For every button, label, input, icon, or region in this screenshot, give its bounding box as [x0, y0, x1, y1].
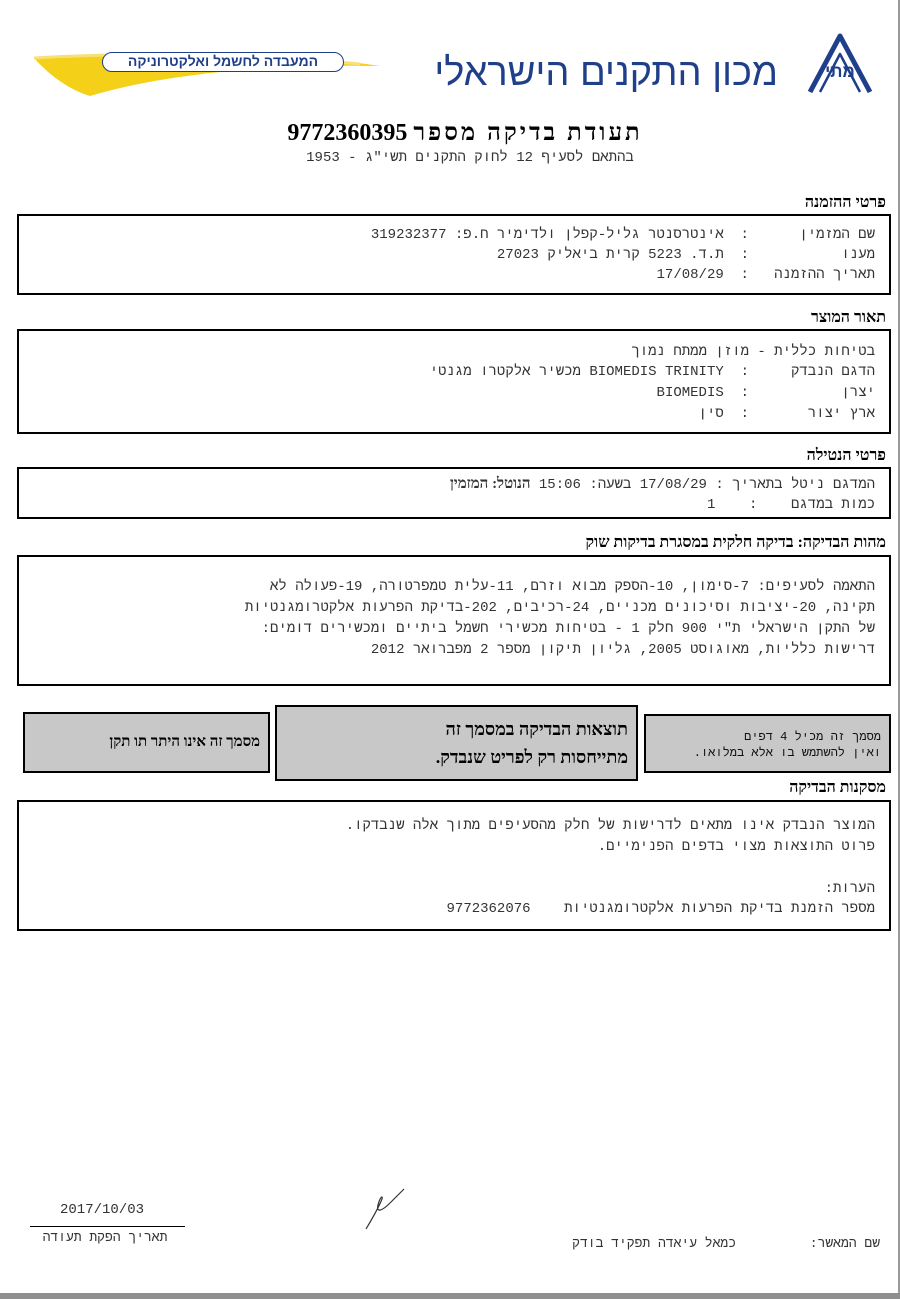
sampling-row-qty: כמות במדגם : 1 — [706, 497, 875, 513]
product-row-manufacturer: יצרן : BIOMEDIS — [656, 385, 875, 401]
test-nature-box — [17, 555, 891, 686]
results-notice-line-1: תוצאות הבדיקה במסמך זה — [445, 719, 628, 739]
approver-name: כמאל עיאדה תפקיד בודק — [572, 1236, 736, 1251]
remark-line: מספר הזמנת בדיקת הפרעות אלקטרומגנטיות 9772362076 — [446, 901, 875, 917]
signature-graphic — [360, 1185, 410, 1233]
issue-date: 2017/10/03 — [60, 1202, 145, 1218]
logo-text: מתי — [825, 62, 855, 81]
test-nature-title: מהות הבדיקה: בדיקה חלקית במסגרת בדיקות שוק — [585, 534, 886, 551]
order-row-customer: שם המזמין : אינטרסנטר גליל-קפלן ולדימיר ח.פ: 319232377 — [370, 227, 875, 243]
pages-notice — [644, 714, 891, 773]
results-notice-line-2: מתייחסות רק לפריט שנבדק. — [435, 747, 628, 767]
pages-notice-line-2: ואין להשתמש בו אלא במלואו. — [693, 746, 881, 760]
page-bottom-edge — [0, 1293, 900, 1299]
not-standard-notice — [23, 712, 270, 773]
certificate-subtitle: בהתאם לסעיף 12 לחוק התקנים תשי"ג - 1953 — [306, 150, 634, 166]
pages-notice-line-1: מסמך זה מכיל 4 דפים — [744, 730, 881, 744]
test-nature-line-4: דרישות כלליות, מאוגוסט 2005, גליון תיקון מספר 2 מפברואר 2012 — [370, 642, 875, 658]
product-details-box — [17, 329, 891, 434]
certificate-number: 9772360395 — [287, 120, 408, 146]
remarks-label: הערות: — [824, 881, 875, 897]
sampling-details-box — [17, 467, 891, 519]
test-nature-line-2: תקינה, 20-יציבות וסיכונים מכניים, 24-רכיבים, 202-בדיקת הפרעות אלקטרומגנטיות — [244, 600, 875, 616]
conclusion-line-2: פרוט התוצאות מצוי בדפים הפנימיים. — [597, 839, 875, 855]
test-nature-line-3: של התקן הישראלי ת"י 900 חלק 1 - בטיחות מכשירי חשמל ביתיים ומכשירים דומים: — [261, 621, 875, 637]
remark-number: 9772362076 — [446, 901, 531, 917]
test-nature-line-1: התאמה לסעיפים: 7-סימון, 10-הספק מבוא וזרם, 11-עלית טמפרטורה, 19-פעולה לא — [270, 579, 875, 595]
sampling-row-date: המדגם ניטל בתאריך : 17/08/29 בשעה: 15:06 הנוטל: המזמין — [449, 476, 875, 493]
issue-date-label: תאריך הפקת תעודה — [42, 1230, 168, 1245]
order-row-date: תאריך ההזמנה : 17/08/29 — [656, 267, 875, 283]
order-row-address: מענו : ת.ד. 5223 קרית ביאליק 27023 — [496, 247, 875, 263]
issue-date-underline — [30, 1226, 185, 1227]
order-details-box — [17, 214, 891, 295]
approver-label: שם המאשר: — [809, 1236, 880, 1251]
certificate-title-text: תעודת בדיקה מספר — [413, 120, 643, 146]
lab-name-pill — [102, 52, 344, 72]
product-row-country: ארץ יצור : סין — [698, 406, 875, 422]
product-row-model: הדגם הנבדק : BIOMEDIS TRINITY מכשיר אלקטרו מגנטי — [429, 364, 875, 380]
not-standard-text: מסמך זה אינו היתר תו תקן — [109, 734, 260, 750]
results-notice — [275, 705, 638, 781]
product-description: בטיחות כללית - מוזן ממתח נמוך — [631, 344, 875, 360]
conclusions-section-title: מסקנות הבדיקה — [789, 779, 886, 796]
lab-name: המעבדה לחשמל ואלקטרוניקה — [127, 53, 319, 69]
sampling-section-title: פרטי הנטילה — [806, 447, 886, 464]
conclusion-line-1: המוצר הנבדק אינו מתאים לדרישות של חלק מהסעיפים מתוך אלה שנבדקו. — [345, 818, 875, 834]
product-section-title: תאור המוצר — [810, 309, 886, 326]
certificate-title — [0, 120, 900, 147]
order-section-title: פרטי ההזמנה — [804, 194, 886, 211]
conclusions-box — [17, 800, 891, 931]
institute-name: מכון התקנים הישראלי — [434, 52, 778, 94]
